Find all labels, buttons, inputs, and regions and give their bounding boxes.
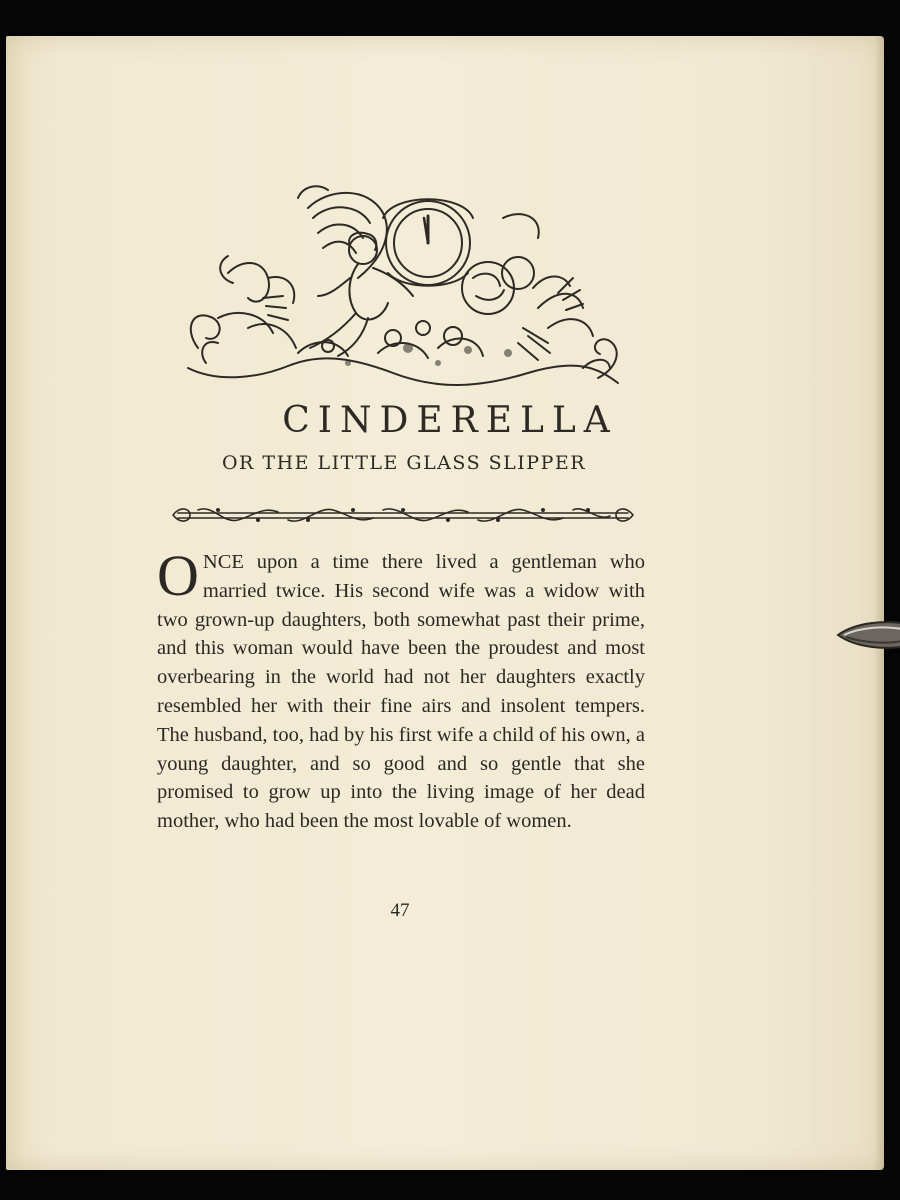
page-edge-shadow (874, 36, 884, 1170)
page-number: 47 (390, 900, 410, 921)
cherub-clock-vignette-icon (178, 178, 628, 398)
first-word-small-caps: NCE (202, 551, 244, 573)
paragraph-text: upon a time there lived a gentleman who married twice. His second wife was a widow with two grown-up daughters, both somewhat past their prime, and this woman would have been the proudest and most overbearing in the world had not her daughters exactly resembled her with their fine airs and insolent tempers. The husband, too, had by his first wife a child of his own, a young daughter, and so good and so gentle that she promised to grow up into the living image of her dead mother, who had been the most lovable of women. (157, 551, 645, 833)
ornamental-divider-icon (168, 502, 638, 528)
story-title: CINDERELLA (282, 400, 618, 441)
drop-cap: O (157, 543, 199, 608)
bookmark-icon (836, 618, 900, 652)
story-subtitle: OR THE LITTLE GLASS SLIPPER (221, 452, 587, 474)
story-opening-paragraph (157, 543, 645, 836)
